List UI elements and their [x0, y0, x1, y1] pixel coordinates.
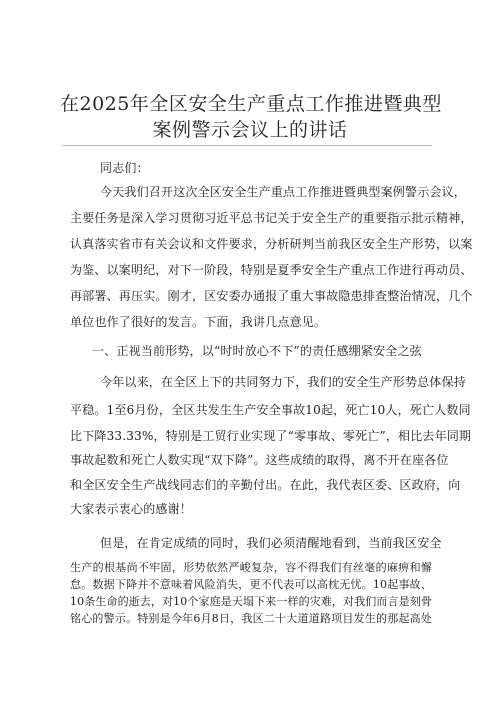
paragraph-1-line-4: 为鉴、以案明纪，对下一阶段，特别是夏季安全生产重点工作进行再动员、 [70, 263, 473, 277]
document-title-line-1: 在2025年全区安全生产重点工作推进暨典型 [60, 93, 442, 115]
paragraph-2-line-4: 事故起数和死亡人数实现“双下降”。这些成绩的取得，离不开在座各位 [70, 453, 449, 467]
paragraph-2-line-6: 大家表示衷心的感谢！ [70, 502, 193, 516]
salutation: 同志们： [100, 161, 149, 175]
paragraph-2-line-3: 比下降33.33%，特别是工贸行业实现了“零事故、零死亡”，相比去年同期 [70, 429, 472, 443]
paragraph-3-line-3: 怠。数据下降并不意味着风险消失，更不代表可以高枕无忧。10起事故、 [70, 578, 432, 591]
paragraph-3-line-1: 但是，在肯定成绩的同时，我们必须清醒地看到，当前我区安全 [100, 536, 442, 550]
paragraph-3-line-2: 生产的根基尚不牢固，形势依然严峻复杂，容不得我们有丝毫的麻痹和懈 [70, 561, 432, 574]
paragraph-2-line-5: 和全区安全生产战线同志们的辛勤付出。在此，我代表区委、区政府，向 [70, 478, 461, 492]
document-title-line-2: 案例警示会议上的讲话 [152, 119, 348, 141]
paragraph-3-line-5: 铭心的警示。特别是今年6月8日，我区二十大道道路项目发生的那起高处 [70, 612, 432, 625]
paragraph-2-line-1: 今年以来，在全区上下的共同努力下，我们的安全生产形势总体保持 [100, 375, 467, 389]
paragraph-1-line-2: 主要任务是深入学习贯彻习近平总书记关于安全生产的重要指示批示精神， [70, 211, 473, 225]
paragraph-1-line-5: 再部署、再压实。刚才，区安委办通报了重大事故隐患排查整治情况，几个 [70, 289, 473, 303]
paragraph-2-line-2: 平稳。1至6月份，全区共发生生产安全事故10起，死亡10人，死亡人数同 [70, 403, 471, 417]
paragraph-1-line-1: 今天我们召开这次全区安全生产重点工作推进暨典型案例警示会议， [100, 185, 467, 199]
paragraph-3-line-4: 10条生命的逝去，对10个家庭是天塌下来一样的灾难，对我们而言是刻骨 [70, 595, 432, 608]
paragraph-1-line-6: 单位也作了很好的发言。下面，我讲几点意见。 [70, 315, 327, 329]
paragraph-1-line-3: 认真落实省市有关会议和文件要求，分析研判当前我区安全生产形势，以案 [70, 237, 473, 251]
title-divider [62, 145, 432, 146]
section-heading-1: 一、正视当前形势，以“时时放心不下”的责任感绷紧安全之弦 [92, 344, 422, 358]
